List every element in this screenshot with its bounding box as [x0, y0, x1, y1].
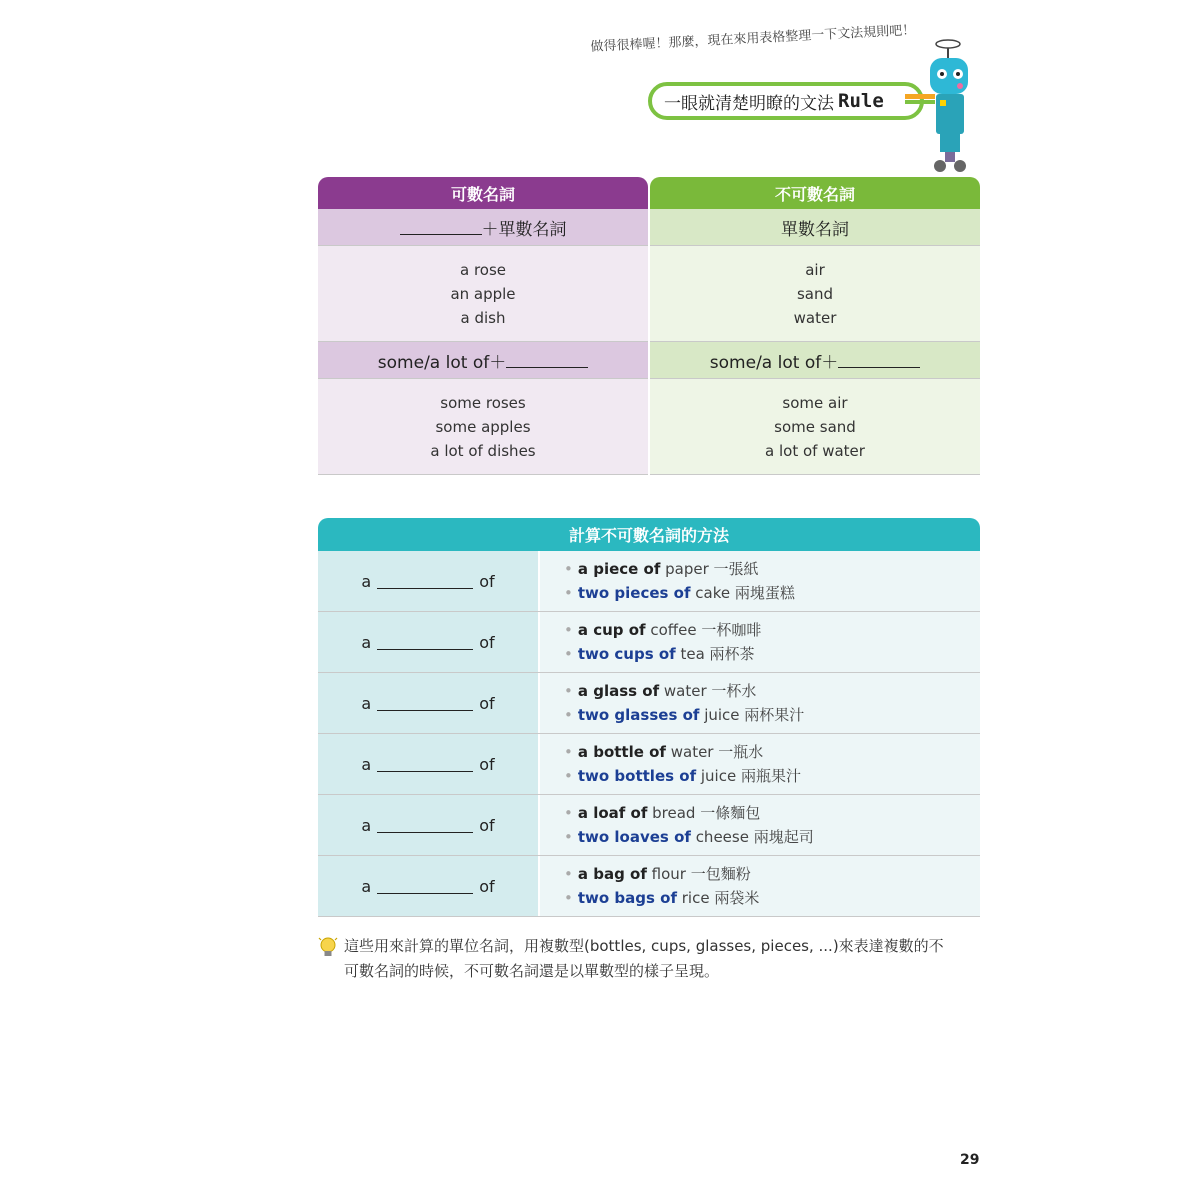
measure-phrase: a piece of: [577, 560, 661, 578]
preposition-of: of: [479, 815, 495, 835]
article-a: a: [361, 632, 372, 652]
countable-examples-1: [318, 246, 648, 342]
note-line-2: 可數名詞的時候，不可數名詞還是以單數型的樣子呈現。: [344, 962, 720, 980]
example-plural: [564, 581, 980, 605]
countable-rule-2: [318, 342, 648, 379]
measure-phrase: a cup of: [577, 621, 646, 639]
example-plural: [564, 825, 980, 849]
countable-header: 可數名詞: [318, 177, 648, 209]
fill-blank[interactable]: [377, 757, 473, 772]
example-rest: cake 兩塊蛋糕: [690, 584, 795, 602]
article-a: a: [361, 815, 372, 835]
measure-phrase: a bag of: [577, 865, 647, 883]
example-rest: paper 一張紙: [660, 560, 759, 578]
example-item: some air: [782, 393, 848, 412]
example-item: some sand: [774, 417, 856, 436]
bullet-icon: •: [564, 645, 573, 663]
example-rest: cheese 兩塊起司: [690, 828, 814, 846]
fill-blank[interactable]: [377, 635, 473, 650]
countable-rule-1-text: ＋單數名詞: [481, 219, 567, 240]
table-row: [318, 612, 980, 673]
fill-blank[interactable]: [400, 220, 482, 235]
measure-blank-cell: [318, 673, 540, 733]
example-rest: flour 一包麵粉: [646, 865, 751, 883]
bullet-icon: •: [564, 889, 573, 907]
fill-blank[interactable]: [838, 353, 920, 368]
measure-phrase-plural: two loaves of: [577, 828, 691, 846]
article-a: a: [361, 754, 372, 774]
measure-blank-cell: [318, 795, 540, 855]
example-singular: [564, 740, 980, 764]
uncountable-rule-1: 單數名詞: [650, 209, 980, 246]
measure-example-cell: [540, 856, 980, 916]
article-a: a: [361, 571, 372, 591]
example-item: a rose: [459, 260, 507, 279]
uncountable-examples-2: [650, 379, 980, 475]
example-rest: coffee 一杯咖啡: [645, 621, 762, 639]
measure-example-cell: [540, 734, 980, 794]
bullet-icon: •: [564, 584, 573, 602]
table-row: [318, 673, 980, 734]
example-plural: [564, 886, 980, 910]
example-rest: water 一瓶水: [665, 743, 764, 761]
note-line-1: 這些用來計算的單位名詞，用複數型(bottles, cups, glasses, pieces, ...)來表達複數的不: [344, 937, 944, 955]
bullet-icon: •: [564, 682, 573, 700]
fill-blank[interactable]: [377, 879, 473, 894]
example-singular: [564, 862, 980, 886]
lightbulb-icon: [318, 936, 338, 960]
bullet-icon: •: [564, 706, 573, 724]
measure-phrase: a glass of: [577, 682, 660, 700]
table-row: [318, 734, 980, 795]
measure-phrase-plural: two pieces of: [577, 584, 691, 602]
countable-column: [318, 177, 648, 475]
fill-blank[interactable]: [506, 353, 588, 368]
example-item: sand: [796, 284, 834, 303]
rule-title-label: 一眼就清楚明瞭的文法: [664, 93, 834, 114]
table-row: [318, 551, 980, 612]
uncountable-rule-2-text: some/a lot of＋: [709, 352, 839, 373]
bullet-icon: •: [564, 804, 573, 822]
table-row: [318, 795, 980, 856]
example-rest: bread 一條麵包: [647, 804, 761, 822]
measure-phrase-plural: two cups of: [577, 645, 676, 663]
example-item: some apples: [435, 417, 531, 436]
example-item: a dish: [460, 308, 506, 327]
bullet-icon: •: [564, 828, 573, 846]
fill-blank[interactable]: [377, 818, 473, 833]
uncountable-column: [650, 177, 980, 475]
example-item: an apple: [450, 284, 516, 303]
measure-blank-cell: [318, 551, 540, 611]
example-item: some roses: [440, 393, 526, 412]
robot-illustration: [900, 36, 980, 176]
example-item: air: [805, 260, 825, 279]
fill-blank[interactable]: [377, 696, 473, 711]
measure-blank-cell: [318, 612, 540, 672]
bullet-icon: •: [564, 865, 573, 883]
measure-example-cell: [540, 673, 980, 733]
example-rest: juice 兩瓶果汁: [696, 767, 801, 785]
measure-words-table: [318, 518, 980, 917]
example-item: water: [793, 308, 837, 327]
example-item: a lot of water: [765, 441, 865, 460]
article-a: a: [361, 693, 372, 713]
uncountable-examples-1: [650, 246, 980, 342]
example-rest: juice 兩杯果汁: [699, 706, 805, 724]
preposition-of: of: [479, 754, 495, 774]
preposition-of: of: [479, 632, 495, 652]
measure-phrase: a bottle of: [577, 743, 666, 761]
article-a: a: [361, 876, 372, 896]
example-singular: [564, 679, 980, 703]
example-singular: [564, 557, 980, 581]
grammar-note: [318, 934, 984, 984]
example-rest: tea 兩杯茶: [675, 645, 755, 663]
bullet-icon: •: [564, 560, 573, 578]
uncountable-header: 不可數名詞: [650, 177, 980, 209]
page-number: 29: [960, 1152, 980, 1168]
countable-rule-1: [318, 209, 648, 246]
example-rest: rice 兩袋米: [677, 889, 760, 907]
example-singular: [564, 618, 980, 642]
measure-blank-cell: [318, 734, 540, 794]
preposition-of: of: [479, 571, 495, 591]
measure-words-title: 計算不可數名詞的方法: [318, 518, 980, 551]
measure-phrase-plural: two bags of: [577, 889, 677, 907]
bullet-icon: •: [564, 767, 573, 785]
intro-speech: 做得很棒喔！那麼，現在來用表格整理一下文法規則吧！: [590, 22, 916, 55]
rule-title-word: Rule: [838, 90, 884, 112]
uncountable-rule-2: [650, 342, 980, 379]
countable-examples-2: [318, 379, 648, 475]
rule-title-box: [648, 82, 924, 120]
example-item: a lot of dishes: [430, 441, 536, 460]
example-plural: [564, 642, 980, 666]
example-plural: [564, 764, 980, 788]
measure-example-cell: [540, 551, 980, 611]
preposition-of: of: [479, 876, 495, 896]
table-row: [318, 856, 980, 917]
measure-example-cell: [540, 612, 980, 672]
measure-phrase-plural: two glasses of: [577, 706, 700, 724]
example-singular: [564, 801, 980, 825]
example-rest: water 一杯水: [659, 682, 757, 700]
preposition-of: of: [479, 693, 495, 713]
fill-blank[interactable]: [377, 574, 473, 589]
countable-rule-2-text: some/a lot of＋: [377, 352, 507, 373]
measure-example-cell: [540, 795, 980, 855]
measure-phrase: a loaf of: [577, 804, 648, 822]
measure-blank-cell: [318, 856, 540, 916]
measure-phrase-plural: two bottles of: [577, 767, 697, 785]
bullet-icon: •: [564, 621, 573, 639]
example-plural: [564, 703, 980, 727]
bullet-icon: •: [564, 743, 573, 761]
